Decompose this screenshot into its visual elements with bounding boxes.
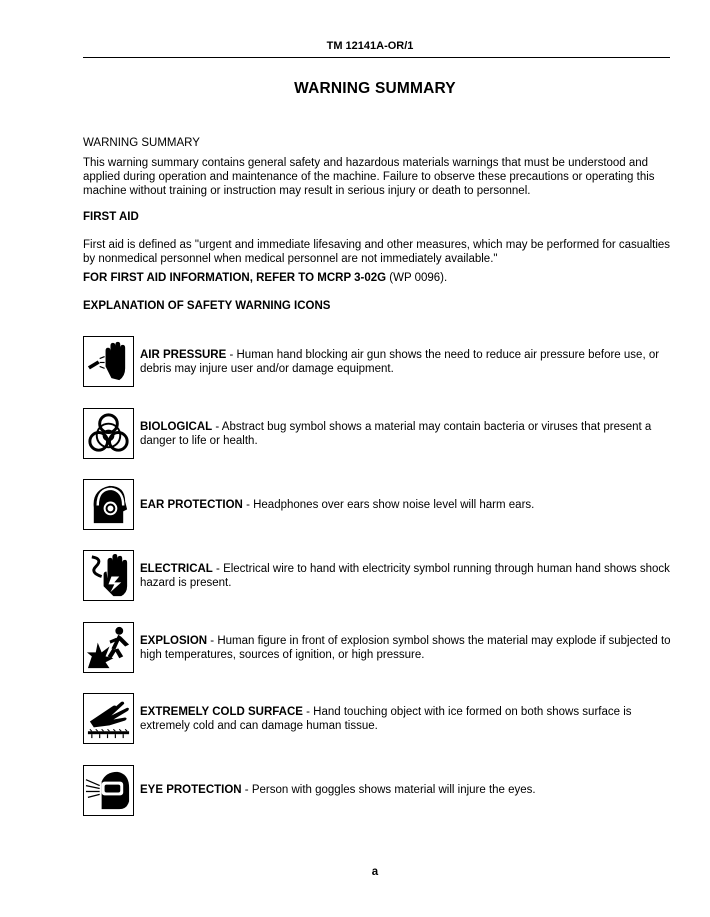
first-aid-reference-tail: (WP 0096).: [386, 272, 448, 284]
header-rule: [83, 57, 670, 58]
warning-label: BIOLOGICAL: [140, 421, 213, 433]
warning-description: - Human hand blocking air gun shows the need to reduce air pressure before use, or debris may injure user and/or damage equipment.: [140, 349, 660, 375]
warning-description: - Human figure in front of explosion symbol shows the material may explode if subjected to high temperatures, sources of ignition, or high pressure.: [140, 635, 671, 661]
intro-paragraph: This warning summary contains general safety and hazardous materials warnings that must be understood and applied during operation and maintenance of the machine. Failure to observe these precautions or operating this machine without training or instruction may result in serious injury or death to personnel.: [83, 157, 655, 197]
page-title: WARNING SUMMARY: [294, 80, 456, 97]
first-aid-paragraph: First aid is defined as "urgent and immediate lifesaving and other measures, which may be performed for casualties by nonmedical personnel when medical personnel are not immediately available.": [83, 239, 671, 265]
electric-hand-icon: [83, 550, 134, 601]
cold-surface-icon: [83, 693, 134, 744]
first-aid-reference-bold: FOR FIRST AID INFORMATION, REFER TO MCRP 3-02G: [83, 272, 387, 284]
warning-label: EYE PROTECTION: [140, 784, 242, 796]
warning-description: - Hand touching object with ice formed on both shows surface is extremely cold and can damage human tissue.: [140, 706, 632, 732]
headphones-icon: [83, 479, 134, 530]
warning-description: - Person with goggles shows material will injure the eyes.: [241, 784, 536, 796]
first-aid-reference: [83, 272, 673, 286]
warning-label: ELECTRICAL: [140, 563, 213, 575]
icons-section-heading: EXPLANATION OF SAFETY WARNING ICONS: [83, 300, 331, 312]
warning-label: AIR PRESSURE: [140, 349, 227, 361]
goggles-icon: [83, 765, 134, 816]
air-pressure-icon: [83, 336, 134, 387]
first-aid-heading: FIRST AID: [83, 211, 139, 223]
warning-label: EXPLOSION: [140, 635, 208, 647]
explosion-icon: [83, 622, 134, 673]
warning-description: - Electrical wire to hand with electricity symbol running through human hand shows shock hazard is present.: [140, 563, 670, 589]
warning-label: EAR PROTECTION: [140, 499, 243, 511]
warning-description: - Headphones over ears show noise level will harm ears.: [242, 499, 535, 511]
intro-heading: WARNING SUMMARY: [83, 137, 200, 149]
page-number: a: [371, 866, 379, 878]
document-id: TM 12141A-OR/1: [326, 40, 414, 52]
warning-description: - Abstract bug symbol shows a material may contain bacteria or viruses that present a danger to life or health.: [140, 421, 652, 447]
biohazard-icon: [83, 408, 134, 459]
warning-label: EXTREMELY COLD SURFACE: [140, 706, 303, 718]
